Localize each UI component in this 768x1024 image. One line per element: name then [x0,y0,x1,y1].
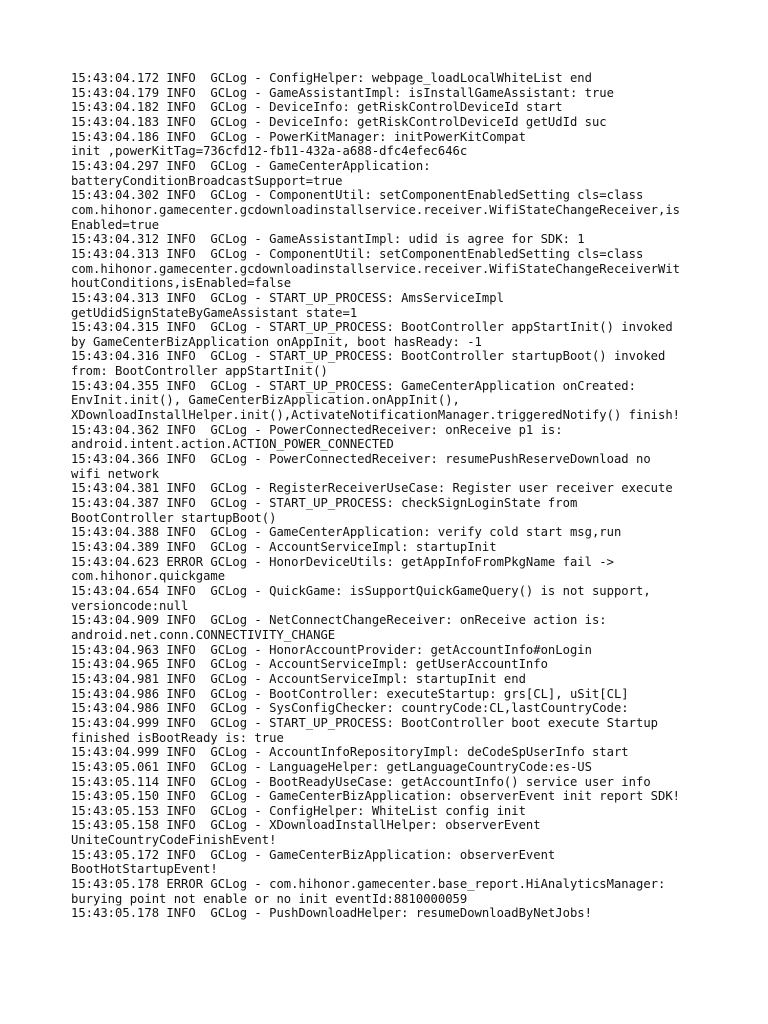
log-line: 15:43:04.183 INFO GCLog - DeviceInfo: getRiskControlDeviceId getUdId suc [71,114,607,129]
log-line: 15:43:04.172 INFO GCLog - ConfigHelper: webpage_loadLocalWhiteList end [71,71,592,85]
log-line: by GameCenterBizApplication onAppInit, boot hasReady: -1 [71,334,482,349]
log-line: UniteCountryCodeFinishEvent! [71,833,277,848]
log-line: 15:43:04.999 INFO GCLog - AccountInfoRepositoryImpl: deCodeSpUserInfo start [71,745,629,760]
log-line: 15:43:04.313 INFO GCLog - ComponentUtil: setComponentEnabledSetting cls=class [71,246,644,261]
log-line: 15:43:04.654 INFO GCLog - QuickGame: isSupportQuickGameQuery() is not support, [71,583,651,598]
log-line: EnvInit.init(), GameCenterBizApplication.onAppInit(), [71,393,460,408]
log-line: com.hihonor.quickgame [71,569,226,584]
log-line: 15:43:04.179 INFO GCLog - GameAssistantImpl: isInstallGameAssistant: true [71,85,614,100]
log-line: from: BootController appStartInit() [71,364,328,379]
log-line: 15:43:04.965 INFO GCLog - AccountServiceImpl: getUserAccountInfo [71,657,548,672]
log-line: wifi network [71,466,160,481]
log-line: XDownloadInstallHelper.init(),ActivateNotificationManager.triggeredNotify() finish! [71,408,681,423]
log-line: 15:43:04.381 INFO GCLog - RegisterReceiverUseCase: Register user receiver execute [71,481,673,496]
log-line: 15:43:05.114 INFO GCLog - BootReadyUseCase: getAccountInfo() service user info [71,774,651,789]
log-line: android.intent.action.ACTION_POWER_CONNECTED [71,437,394,452]
log-line: 15:43:05.158 INFO GCLog - XDownloadInstallHelper: observerEvent [71,818,541,833]
log-line: 15:43:05.178 INFO GCLog - PushDownloadHelper: resumeDownloadByNetJobs! [71,906,592,921]
log-line: burying point not enable or no init eventId:8810000059 [71,891,468,906]
log-line: 15:43:04.999 INFO GCLog - START_UP_PROCESS: BootController boot execute Startup [71,715,658,730]
log-line: 15:43:04.302 INFO GCLog - ComponentUtil: setComponentEnabledSetting cls=class [71,188,644,203]
log-line: 15:43:04.315 INFO GCLog - START_UP_PROCESS: BootController appStartInit() invoked [71,320,673,335]
log-line: 15:43:04.986 INFO GCLog - SysConfigChecker: countryCode:CL,lastCountryCode: [71,701,629,716]
log-line: 15:43:04.387 INFO GCLog - START_UP_PROCESS: checkSignLoginState from [71,496,578,511]
log-line: 15:43:05.061 INFO GCLog - LanguageHelper: getLanguageCountryCode:es-US [71,759,592,774]
log-line: 15:43:05.178 ERROR GCLog - com.hihonor.gamecenter.base_report.HiAnalyticsManager: [71,877,666,892]
log-line: com.hihonor.gamecenter.gcdownloadinstallservice.receiver.WifiStateChangeReceiverWit [71,261,681,276]
log-line: getUdidSignStateByGameAssistant state=1 [71,305,358,320]
log-line: BootController startupBoot() [71,510,277,525]
log-line: 15:43:04.362 INFO GCLog - PowerConnectedReceiver: onReceive p1 is: [71,422,563,437]
log-line: batteryConditionBroadcastSupport=true [71,173,343,188]
log-line: 15:43:04.981 INFO GCLog - AccountServiceImpl: startupInit end [71,671,526,686]
log-line: BootHotStartupEvent! [71,862,218,877]
log-line: 15:43:05.153 INFO GCLog - ConfigHelper: WhiteList config init [71,803,526,818]
log-line: 15:43:04.389 INFO GCLog - AccountServiceImpl: startupInit [71,540,497,554]
log-line: android.net.conn.CONNECTIVITY_CHANGE [71,627,336,642]
log-line: 15:43:04.986 INFO GCLog - BootController: executeStartup: grs[CL], uSit[CL] [71,686,629,701]
log-line: houtConditions,isEnabled=false [71,276,292,291]
log-line: 15:43:04.909 INFO GCLog - NetConnectChangeReceiver: onReceive action is: [71,613,607,628]
log-line: 15:43:04.963 INFO GCLog - HonorAccountProvider: getAccountInfo#onLogin [71,642,592,657]
log-line: 15:43:05.172 INFO GCLog - GameCenterBizApplication: observerEvent [71,847,556,862]
log-line: 15:43:04.623 ERROR GCLog - HonorDeviceUtils: getAppInfoFromPkgName fail -> [71,554,614,569]
log-line: 15:43:04.182 INFO GCLog - DeviceInfo: getRiskControlDeviceId start [71,100,563,115]
log-line: Enabled=true [71,217,160,232]
log-line: 15:43:04.313 INFO GCLog - START_UP_PROCESS: AmsServiceImpl [71,290,504,305]
log-line: 15:43:04.316 INFO GCLog - START_UP_PROCESS: BootController startupBoot() invoked [71,349,666,364]
log-line: 15:43:04.312 INFO GCLog - GameAssistantImpl: udid is agree for SDK: 1 [71,232,585,247]
log-text-block [71,71,728,921]
log-line: 15:43:04.366 INFO GCLog - PowerConnectedReceiver: resumePushReserveDownload no [71,452,651,467]
log-line: 15:43:04.186 INFO GCLog - PowerKitManager: initPowerKitCompat [71,129,526,144]
log-line: init ,powerKitTag=736cfd12-fb11-432a-a688-dfc4efec646c [71,144,468,159]
log-line: 15:43:04.388 INFO GCLog - GameCenterApplication: verify cold start msg,run [71,525,622,540]
log-line: 15:43:04.297 INFO GCLog - GameCenterApplication: [71,158,431,173]
log-line: versioncode:null [71,598,189,613]
log-line: 15:43:05.150 INFO GCLog - GameCenterBizApplication: observerEvent init report SDK! [71,789,681,804]
log-line: com.hihonor.gamecenter.gcdownloadinstallservice.receiver.WifiStateChangeReceiver,is [71,202,681,217]
log-line: 15:43:04.355 INFO GCLog - START_UP_PROCESS: GameCenterApplication onCreated: [71,378,636,393]
log-line: finished isBootReady is: true [71,730,284,745]
